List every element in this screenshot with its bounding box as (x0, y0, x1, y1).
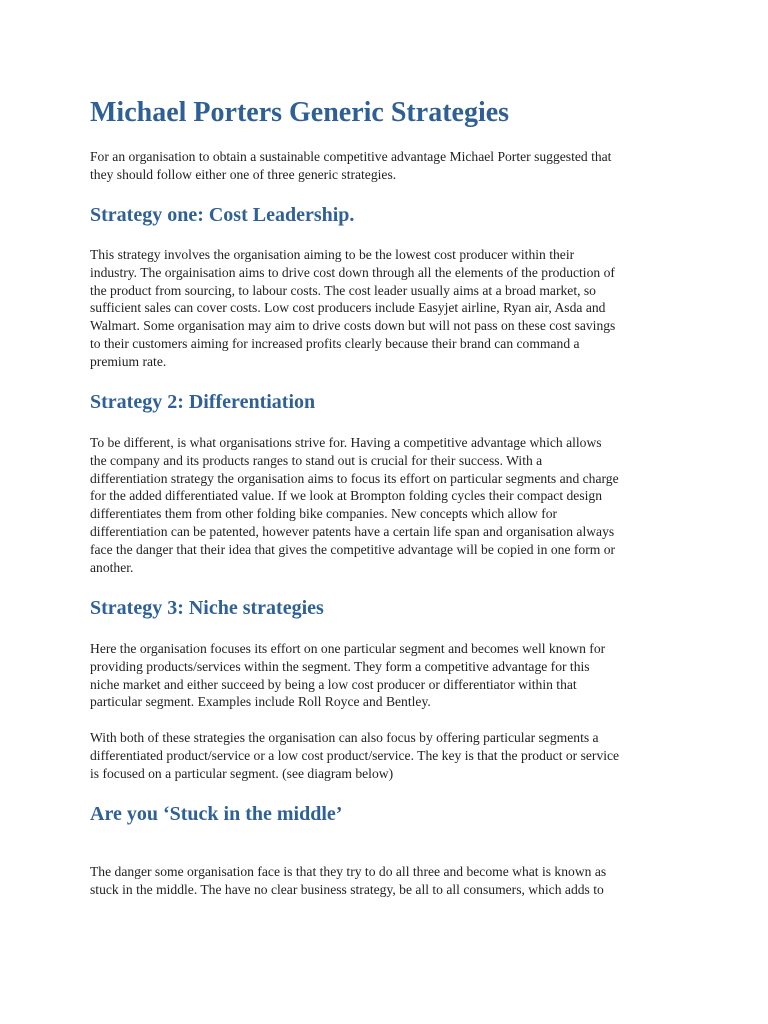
text-line: another. (90, 559, 134, 575)
text-line: face the danger that their idea that gives the competitive advantage will be copied in one form or (90, 541, 616, 557)
intro-paragraph (90, 148, 690, 184)
text-line: differentiation strategy the organisation aims to focus its effort on particular segments and charge (90, 470, 619, 486)
text-line: to their customers aiming for increased profits clearly because their brand can command a (90, 335, 580, 351)
cost-leadership-paragraph (90, 246, 690, 371)
section-heading-niche-strategies: Strategy 3: Niche strategies (90, 597, 324, 619)
section-heading-stuck-in-the-middle: Are you ‘Stuck in the middle’ (90, 803, 343, 825)
text-line: To be different, is what organisations strive for. Having a competitive advantage which allows (90, 435, 602, 450)
text-line: differentiation can be patented, however patents have a certain life span and organisation always (90, 523, 615, 539)
text-line: With both of these strategies the organisation can also focus by offering particular segments a (90, 730, 599, 745)
text-line: This strategy involves the organisation aiming to be the lowest cost producer within their (90, 247, 575, 262)
text-line: The danger some organisation face is that they try to do all three and become what is known as (90, 864, 607, 879)
niche-paragraph-2 (90, 729, 690, 782)
text-line: premium rate. (90, 353, 167, 369)
text-line: for the added differentiated value. If we look at Brompton folding cycles their compact design (90, 488, 602, 504)
text-line: the product from sourcing, to labour costs. The cost leader usually aims at a broad market, so (90, 282, 596, 298)
text-line: stuck in the middle. The have no clear business strategy, be all to all consumers, which adds to (90, 881, 604, 897)
text-line: providing products/services within the segment. They form a competitive advantage for this (90, 658, 590, 674)
text-line: is focused on a particular segment. (see diagram below) (90, 765, 394, 781)
text-line: differentiated product/service or a low cost product/service. The key is that the product or service (90, 747, 620, 763)
text-line: Here the organisation focuses its effort on one particular segment and becomes well known for (90, 641, 606, 656)
page-title: Michael Porters Generic Strategies (90, 97, 510, 128)
stuck-in-middle-paragraph (90, 863, 690, 899)
text-line: differentiates them from other folding bike companies. New concepts which allow for (90, 506, 558, 522)
section-heading-differentiation: Strategy 2: Differentiation (90, 391, 316, 413)
text-line: they should follow either one of three generic strategies. (90, 166, 397, 182)
text-line: industry. The orgainisation aims to drive cost down through all the elements of the production of (90, 264, 615, 280)
text-line: Walmart. Some organisation may aim to drive costs down but will not pass on these cost savings (90, 318, 616, 334)
text-line: For an organisation to obtain a sustainable competitive advantage Michael Porter suggested that (90, 149, 612, 164)
differentiation-paragraph (90, 434, 690, 576)
text-line: the company and its products ranges to stand out is crucial for their success. With a (90, 452, 543, 468)
section-heading-cost-leadership: Strategy one: Cost Leadership. (90, 204, 355, 226)
text-line: particular segment. Examples include Roll Royce and Bentley. (90, 694, 431, 710)
niche-paragraph-1 (90, 640, 690, 711)
text-line: niche market and either succeed by being a low cost producer or differentiator within that (90, 676, 577, 692)
text-line: sufficient sales can cover costs. Low cost producers include Easyjet airline, Ryan air, Asda and (90, 300, 606, 316)
